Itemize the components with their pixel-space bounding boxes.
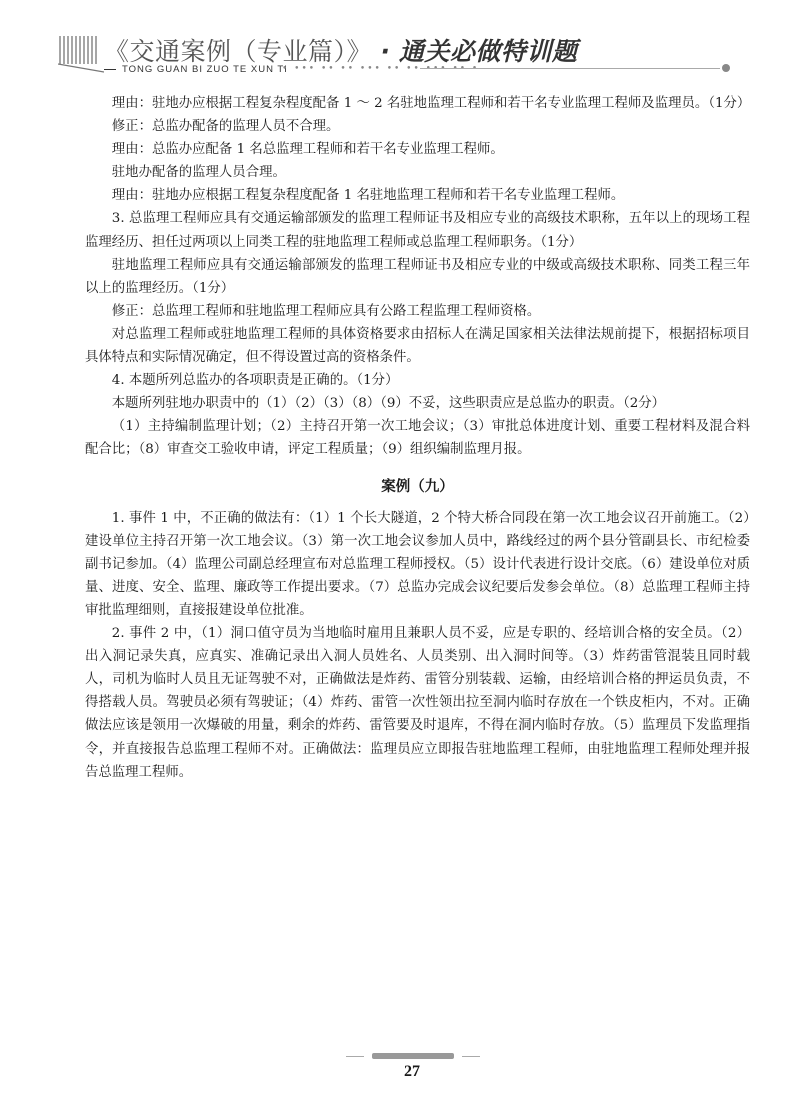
paragraph-duties-list: （1）主持编制监理计划；（2）主持召开第一次工地会议；（3）审批总体进度计划、重要工程材料及混合料配合比；（8）审查交工验收申请，评定工程质量；（9）组织编制监理月报。: [85, 419, 750, 458]
header-title-right: 通关必做特训题: [398, 37, 578, 66]
header-subtitle-dash: [104, 69, 116, 70]
case-title: 案例（九）: [381, 477, 454, 495]
paragraph-answer-3: 3. 总监理工程师应具有交通运输部颁发的监理工程师证书及相应专业的高级技术职称，五年以上的现场工程监理经历、担任过两项以上同类工程的驻地监理工程师或总监理工程师职务。（1分）: [85, 211, 750, 250]
paragraph-resident-engineer: 驻地监理工程师应具有交通运输部颁发的监理工程师证书及相应专业的中级或高级技术职称、同类工程三年以上的监理经历。（1分）: [85, 257, 750, 296]
paragraph-correction-2: 修正：总监理工程师和驻地监理工程师应具有公路工程监理工程师资格。: [111, 303, 541, 319]
header-subtitle: [104, 64, 288, 75]
paragraph-answer-4: 4. 本题所列总监办的各项职责是正确的。（1分）: [111, 373, 399, 389]
footer-dash-left: [346, 1056, 364, 1057]
paragraph-reason-2: 理由：总监办应配备 1 名总监理工程师和若干名专业监理工程师。: [111, 142, 504, 158]
page-number: 27: [404, 1063, 420, 1080]
paragraph-duties-improper: 本题所列驻地办职责中的（1）（2）（3）（8）（9）不妥，这些职责应是总监办的职责。（2分）: [111, 396, 666, 412]
header-title-separator: ·: [380, 37, 391, 66]
page-header: [0, 0, 800, 82]
header-circle-ornament: [722, 64, 730, 72]
header-hatch-decoration: [58, 34, 104, 74]
paragraph-statement-1: 驻地办配备的监理人员合理。: [111, 165, 286, 181]
header-title: [104, 32, 577, 68]
page-content: [85, 92, 750, 784]
paragraph-event-1: 1. 事件 1 中，不正确的做法有：（1）1 个长大隧道，2 个特大桥合同段在第一次工地会议召开前施工。（2）建设单位主持召开第一次工地会议。（3）第一次工地会议参加人员中，路线经过的两个县分管副县长、市纪检委副书记参加。（4）监理公司副总经理宣布对总监理工程师授权。（5）设计代表进行设计交底。（6）建设单位对质量、进度、安全、监理、廉政等工作提出要求。（7）总监办完成会议纪要后发参会单位。（8）总监理工程师主持审批监理细则，直接报建设单位批准。: [85, 510, 750, 618]
footer-dash-right: [462, 1056, 480, 1057]
footer-ornament-bar: [372, 1053, 454, 1059]
header-title-left: 《交通案例（专业篇）》: [104, 37, 373, 66]
paragraph-event-2: 2. 事件 2 中，（1）洞口值守员为当地临时雇用且兼职人员不妥，应是专职的、经培训合格的安全员。（2）出入洞记录失真，应真实、准确记录出入洞人员姓名、人员类别、出入洞时间等。（3）炸药雷管混装且同时载人，司机为临时人员且无证驾驶不对，正确做法是炸药、雷管分别装载、运输，由经培训合格的押运员负责，不得搭载人员。驾驶员必须有驾驶证；（4）炸药、雷管一次性领出拉至洞内临时存放在一个铁皮柜内，不对。正确做法应该是领用一次爆破的用量，剩余的炸药、雷管要及时退库，不得在洞内临时存放。（5）监理员下发监理指令，并直接报告总监理工程师不对。正确做法：监理员应立即报告驻地监理工程师，由驻地监理工程师处理并报告总监理工程师。: [85, 626, 750, 780]
paragraph-qualification: 对总监理工程师或驻地监理工程师的具体资格要求由招标人在满足国家相关法律法规前提下，根据招标项目具体特点和实际情况确定，但不得设置过高的资格条件。: [85, 326, 750, 366]
header-rule: [420, 68, 720, 69]
paragraph-correction-1: 修正：总监办配备的监理人员不合理。: [111, 119, 340, 135]
header-subtitle-text: TONG GUAN BI ZUO TE XUN TI: [122, 64, 288, 75]
paragraph-reason-1: 理由：驻地办应根据工程复杂程度配备 1 ～ 2 名驻地监理工程师和若干名专业监理工程师及监理员。（1分）: [111, 96, 751, 111]
paragraph-reason-3: 理由：驻地办应根据工程复杂程度配备 1 名驻地监理工程师和若干名专业监理工程师。: [111, 188, 625, 204]
header-dots: • ••• •• •• ••• •• •• ••• •• •: [282, 64, 480, 74]
